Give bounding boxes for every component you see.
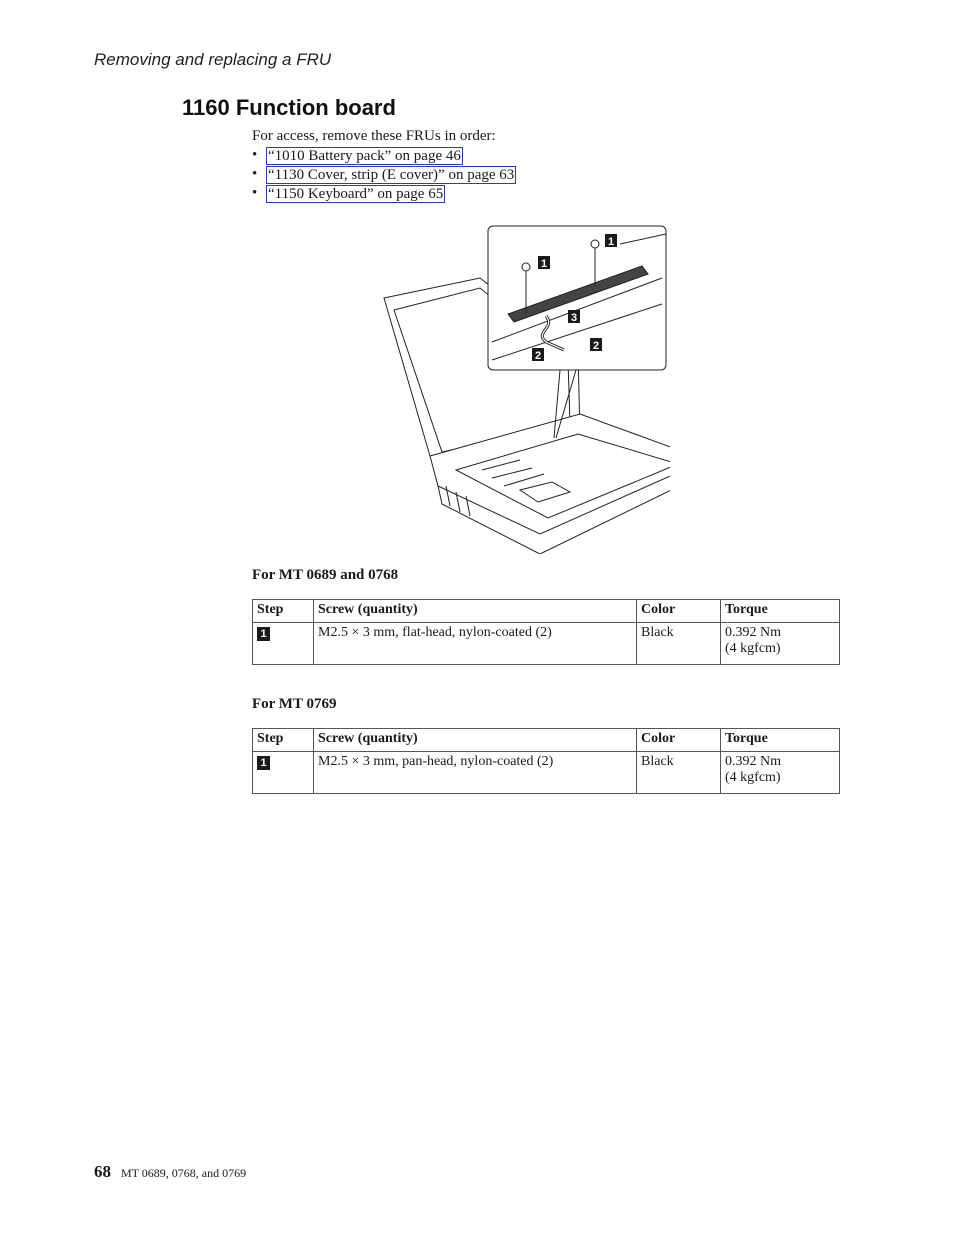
prerequisite-block [252,127,516,203]
callout-label: 3 [570,312,578,324]
callout-label: 1 [540,258,548,270]
cell-screw: M2.5 × 3 mm, pan-head, nylon-coated (2) [314,752,637,794]
running-head: Removing and replacing a FRU [94,50,332,69]
table-header-row [253,729,840,752]
list-item [252,184,516,203]
step-badge: 1 [257,627,270,641]
torque-value: 0.392 Nm [725,754,781,769]
torque-alt-value: (4 kgfcm) [725,641,781,656]
screw-table-0689-0768 [252,599,840,665]
callout-label: 2 [592,340,600,352]
callout-label: 1 [607,236,615,248]
prerequisite-list [252,146,516,203]
laptop-illustration [380,224,670,554]
header-screw: Screw (quantity) [314,600,637,623]
header-color: Color [637,600,721,623]
link-battery-pack[interactable]: “1010 Battery pack” on page 46 [268,147,461,164]
footer-text: MT 0689, 0768, and 0769 [121,1166,247,1180]
bullet: • [252,166,258,182]
table-caption: For MT 0769 [252,696,337,712]
bullet: • [252,147,258,163]
cell-step [253,623,314,665]
header-step: Step [253,600,314,623]
link-keyboard[interactable]: “1150 Keyboard” on page 65 [268,185,444,202]
screw-table-0769 [252,728,840,794]
prerequisite-lead: For access, remove these FRUs in order: [252,128,496,144]
page-footer [94,1162,246,1182]
header-torque: Torque [721,600,840,623]
cell-color: Black [637,752,721,794]
cell-torque [721,752,840,794]
torque-alt-value: (4 kgfcm) [725,770,781,785]
table-row [253,623,840,665]
list-item [252,165,516,184]
cell-screw: M2.5 × 3 mm, flat-head, nylon-coated (2) [314,623,637,665]
table-header-row [253,600,840,623]
table-row [253,752,840,794]
step-badge: 1 [257,756,270,770]
section-title: 1160 Function board [182,95,396,120]
cell-color: Black [637,623,721,665]
cell-step [253,752,314,794]
link-cover-strip[interactable]: “1130 Cover, strip (E cover)” on page 63 [268,166,515,183]
header-step: Step [253,729,314,752]
function-board-diagram [380,224,670,554]
list-item [252,146,516,165]
torque-value: 0.392 Nm [725,625,781,640]
cell-torque [721,623,840,665]
callout-label: 2 [534,350,542,362]
header-screw: Screw (quantity) [314,729,637,752]
page-number: 68 [94,1162,111,1181]
table-caption: For MT 0689 and 0768 [252,567,399,583]
bullet: • [252,185,258,201]
header-color: Color [637,729,721,752]
header-torque: Torque [721,729,840,752]
